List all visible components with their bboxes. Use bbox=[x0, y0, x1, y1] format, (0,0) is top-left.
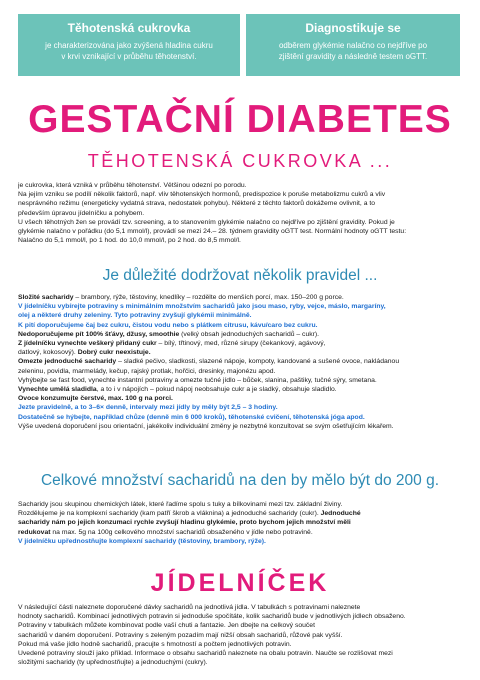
bold-text: Omezte jednoduché sacharidy bbox=[18, 358, 117, 366]
text-line: V následující části naleznete doporučené dávky sacharidů na jednotlivá jídla. V tabulkách s potravinami naleznete bbox=[18, 604, 361, 611]
text-line: Na jejím vzniku se podílí několik faktorů, např. vliv těhotenských hormonů, predispozice k poruše metabolizmu cukrů a vliv bbox=[18, 191, 386, 199]
diagnosis-line: zjištění gravidity a následně testem oGTT. bbox=[278, 52, 428, 61]
text-line: sacharidů v daném doporučení. Potraviny s zeleným pozadím mají nižší obsah sacharidů, růžové pak vyšší. bbox=[18, 631, 343, 639]
bold-text: Složité sacharidy bbox=[18, 294, 74, 301]
highlight-line: V jídelníčku vybírejte potraviny s minimálním množstvím sacharidů jako jsou maso, ryby, vejce, máslo, margaríny, bbox=[18, 303, 386, 311]
bold-line: sacharidy nám po jejich konzumaci rychle zvyšují hladinu glykémie, proto bychom jejich množství měli bbox=[18, 519, 351, 527]
rules-paragraph bbox=[18, 293, 464, 431]
highlight-line: V jídelníčku upřednostňujte komplexní sacharidy (těstoviny, brambory, rýže). bbox=[18, 537, 266, 545]
definition-line: v krvi vznikající v průběhu těhotenství. bbox=[61, 52, 197, 61]
diagnosis-line: odběrem glykémie nalačno co nejdříve po bbox=[278, 41, 428, 50]
text-line bbox=[18, 348, 464, 357]
text-line bbox=[18, 528, 464, 537]
bold-text: Jednoduché bbox=[320, 510, 361, 518]
diagnosis-title: Diagnostikuje se bbox=[305, 21, 401, 35]
carbs-heading: Celkové množství sacharidů na den by mělo být do 200 g. bbox=[40, 472, 440, 489]
definition-text bbox=[18, 40, 240, 62]
text: – brambory, rýže, těstoviny, knedlíky – rozdělte do menších porcí, max. 150–200 g porce. bbox=[73, 294, 344, 301]
text-line bbox=[18, 509, 464, 518]
text: Rozdělujeme je na komplexní sacharidy (kam patří škrob a vláknina) a jednoduché sacharidy (cukr). bbox=[18, 510, 321, 518]
text-line: je cukrovka, která vzniká v průběhu těhotenství. Většinou odezní po porodu. bbox=[18, 182, 247, 189]
intro-paragraph bbox=[18, 181, 464, 245]
page-subtitle: TĚHOTENSKÁ CUKROVKA ... bbox=[87, 151, 393, 171]
menu-paragraph bbox=[18, 603, 464, 667]
bold-text: Z jídelníčku vynechte veškerý přidaný cukr bbox=[18, 340, 157, 348]
text: (velký obsah jednoduchých sacharidů – cukr). bbox=[179, 330, 320, 338]
text: – bílý, třtinový, med, různé sirupy (čekankový, agávový, bbox=[156, 340, 326, 348]
text: , a to i v nápojích – pokud nápoj neobsahuje cukr a je sladký, obsahuje sladidlo. bbox=[96, 386, 337, 394]
menu-heading: JÍDELNÍČEK bbox=[150, 569, 330, 597]
text-line: nesprávného režimu (energeticky vydatná strava, nedostatek pohybu). Některé z těchto faktorů dokážeme ovlivnit, a to bbox=[18, 200, 376, 208]
diagnosis-text bbox=[246, 40, 460, 62]
text-line bbox=[18, 357, 464, 366]
bold-text: Dobrý cukr neexistuje. bbox=[77, 349, 151, 357]
text-line bbox=[18, 330, 464, 339]
text-line: Uvedené potraviny slouží jako příklad. Informace o obsahu sacharidů naleznete na obalu potravin. Naučte se rozlišovat mezi bbox=[18, 650, 393, 658]
text-line: Výše uvedená doporučení jsou orientační, jakékoliv individuální změny je nezbytné konzultovat se svým ošetřujícím lékařem. bbox=[18, 422, 394, 430]
text-line: Sacharidy jsou skupinou chemických látek, které řadíme spolu s tuky a bílkovinami mezi tzv. základní živiny. bbox=[18, 501, 343, 508]
text: na max. 5g na 100g celkového množství sacharidů obsaženého v jídle nebo potravině. bbox=[50, 528, 313, 536]
definition-line: je charakterizována jako zvýšená hladina cukru bbox=[45, 41, 213, 50]
highlight-line: Dostatečně se hýbejte, například chůze (denně min 6 000 kroků), těhotenské cvičení, těhotenská jóga apod. bbox=[18, 413, 365, 421]
highlight-line: K pití doporučujeme čaj bez cukru, čistou vodu nebo s plátkem citrusu, kávu/caro bez cukru. bbox=[18, 321, 318, 329]
text-line: zeleninu, povidla, marmelády, kečup, rajský protlak, hořčici, dresinky, majonézu apod. bbox=[18, 367, 276, 375]
header bbox=[0, 0, 480, 88]
bold-text: Vynechte umělá sladidla bbox=[18, 386, 97, 394]
text-line bbox=[18, 385, 464, 394]
text: – sladké pečivo, sladkosti, slazené nápoje, kompoty, kandované a sušené ovoce, nakládanou bbox=[116, 358, 400, 366]
text-line: Potraviny v tabulkách můžete kombinovat podle vaší chuti a fantazie. Jen dbejte na celkový součet bbox=[18, 622, 315, 630]
text-line: hodnoty sacharidů. Kombinací jednotlivých potravin si jednoduše spočítáte, kolik sacharidů bude v jednotlivých jídlech obsaženo. bbox=[18, 613, 406, 621]
highlight-line: olej a některé druhy zeleniny. Tyto potraviny zvyšují glykémii minimálně. bbox=[18, 312, 252, 320]
highlight-line: Jezte pravidelně, a to 3–6× denně, intervaly mezi jídly by měly být 2,5 – 3 hodiny. bbox=[18, 404, 278, 412]
text-line: především úpravou jídelníčku a pohybem. bbox=[18, 209, 145, 217]
carbs-paragraph bbox=[18, 500, 464, 546]
text: datlový, kokosový). bbox=[18, 349, 78, 357]
text-line: Vyhýbejte se fast food, vynechte instantní potraviny a omezte tučné jídlo – bůček, slanina, paštiky, tučné sýry, smetana. bbox=[18, 376, 377, 384]
text-line bbox=[18, 339, 464, 348]
bold-text: redukovat bbox=[18, 528, 51, 536]
text-line: složitými sacharidy (ty upřednostňujte) a jednoduchými (cukry). bbox=[18, 659, 208, 667]
bold-line: Ovoce konzumujte čerstvé, max. 100 g na porci. bbox=[18, 395, 173, 403]
text-line bbox=[18, 293, 464, 302]
page-title: GESTAČNÍ DIABETES bbox=[28, 98, 452, 141]
text-line: glykémie nalačno v pořádku (do 5,1 mmol/l), provádí se mezi 24.– 28. týdnem gravidity oGTT test. Normální hodnoty oGTT testu: bbox=[18, 228, 407, 236]
diagnosis-box bbox=[246, 14, 460, 76]
text-line: Nalačno do 5,1 mmol/l, po 1 hod. do 10,0 mmol/l, po 2 hod. do 8,5 mmol/l. bbox=[18, 237, 241, 245]
rules-heading: Je důležité dodržovat několik pravidel ... bbox=[102, 267, 378, 284]
bold-text: Nedoporučujeme pít 100% šťávy, džusy, smoothie bbox=[18, 330, 180, 338]
definition-box bbox=[18, 14, 240, 76]
text-line: Pokud má vaše jídlo hodně sacharidů, pracujte s hmotností a počtem jednotlivých potravin. bbox=[18, 640, 292, 648]
text-line: U všech těhotných žen se provádí tzv. screening, a to stanovením glykémie nalačno co nejdříve po zjištění gravidity. Pokud je bbox=[18, 218, 395, 226]
definition-title: Těhotenská cukrovka bbox=[67, 21, 191, 35]
